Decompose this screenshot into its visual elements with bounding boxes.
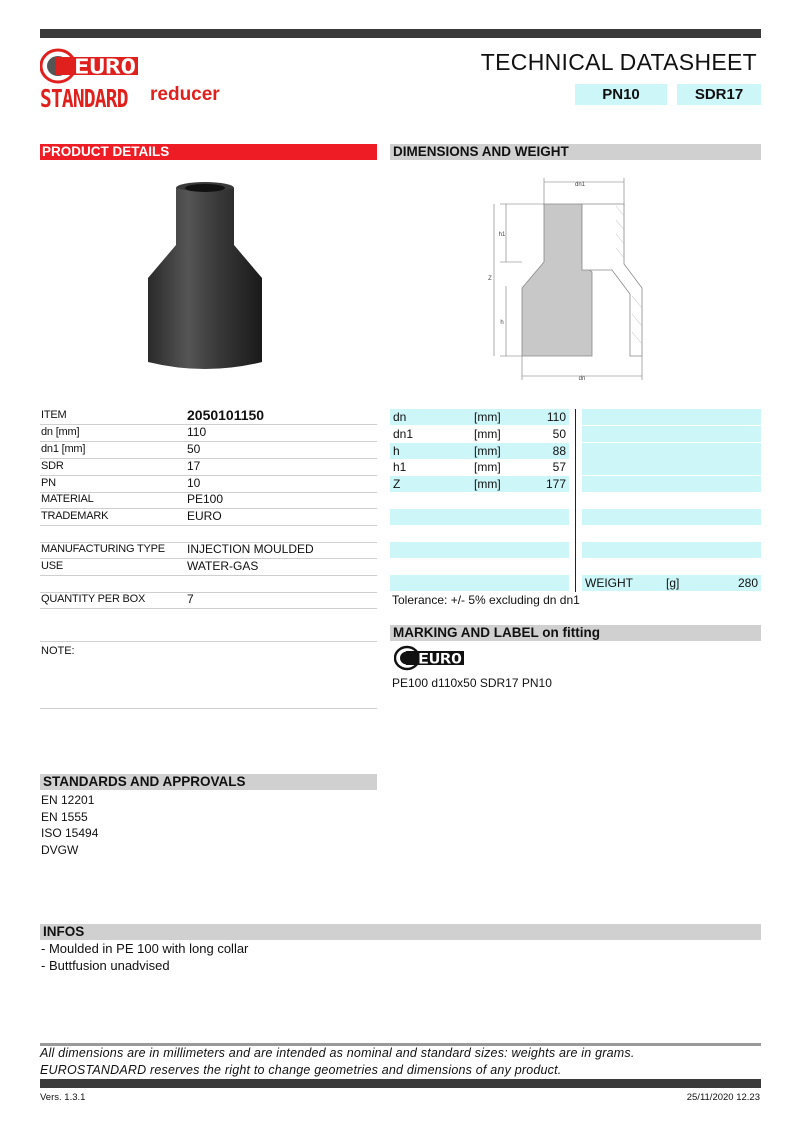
tolerance-text: Tolerance: +/- 5% excluding dn dn1 [392,593,580,607]
product-details-header: PRODUCT DETAILS [40,144,377,160]
dim-row-dn1 [390,426,569,443]
dim-unit: [mm] [474,444,501,458]
bottom-bar [40,1079,761,1088]
dim-unit: [mm] [474,460,501,474]
detail-row-dn [40,425,377,442]
detail-value: 17 [187,459,201,473]
detail-row-manufacturing [40,542,377,559]
dimension-drawing [470,176,650,384]
detail-row-sdr [40,459,377,476]
note-label: NOTE: [41,645,75,657]
dim-unit: [mm] [474,410,501,424]
dimensions-header: DIMENSIONS AND WEIGHT [390,144,761,160]
detail-value: EURO [187,509,222,523]
dim-unit: [mm] [474,427,501,441]
detail-row-pn [40,476,377,493]
dim-value: 110 [546,410,566,424]
dim-label: h [393,444,400,458]
product-name: reducer [150,84,220,105]
dim-unit: [mm] [474,477,501,491]
weight-unit: [g] [666,576,680,590]
date-text: 25/11/2020 12.23 [686,1092,760,1103]
infos-header: INFOS [40,924,761,940]
detail-value: 10 [187,476,201,490]
marking-text: PE100 d110x50 SDR17 PN10 [392,676,552,690]
marking-logo-text: EURO [418,651,462,668]
detail-row-material [40,492,377,509]
detail-row-use [40,559,377,576]
right-row-7 [582,542,761,559]
right-row-6 [582,509,761,526]
table-divider [575,409,576,592]
detail-row-blank2 [40,576,377,593]
dim-row-dn [390,409,569,426]
detail-row-item [40,408,377,425]
detail-label: dn [mm] [41,426,80,438]
detail-row-trademark [40,509,377,526]
detail-row-blank [40,526,377,543]
right-row-4 [582,459,761,476]
dim-row-h [390,443,569,460]
h1-label: h1 [498,232,506,238]
detail-value: PE100 [187,492,224,506]
dn-label: dn [578,376,586,382]
version-text: Vers. 1.3.1 [40,1092,86,1103]
dim-value: 50 [552,427,566,441]
detail-value: 110 [187,425,207,439]
standard-item: EN 12201 [41,793,95,807]
detail-label: dn1 [mm] [41,443,86,455]
note-bottom-divider [40,708,377,709]
right-row-5 [582,476,761,493]
right-row-2 [582,426,761,443]
detail-label: MANUFACTURING TYPE [41,543,165,555]
detail-label: SDR [41,460,64,472]
detail-label: QUANTITY PER BOX [41,593,146,605]
standards-header: STANDARDS AND APPROVALS [40,774,377,790]
weight-label: WEIGHT [585,576,633,590]
right-row-1 [582,409,761,426]
dim-value: 177 [545,477,566,491]
weight-row [582,575,761,592]
dim-label: dn [393,410,407,424]
dn1-label: dn1 [574,182,586,188]
marking-header: MARKING AND LABEL on fitting [390,625,761,641]
dim-row-z [390,476,569,493]
dim-row-empty3 [390,575,569,592]
h-label: h [500,320,504,326]
dim-row-h1 [390,459,569,476]
dim-row-empty2 [390,542,569,559]
marking-logo [394,645,466,671]
top-bar [40,29,761,38]
detail-value: WATER-GAS [187,559,259,573]
detail-label: PN [41,477,56,489]
sdr-badge: SDR17 [677,84,761,105]
info-item: - Buttfusion unadvised [41,958,170,973]
right-row-3 [582,443,761,460]
dim-label: Z [393,477,401,491]
logo-euro-text: EURO [74,54,136,79]
z-label: Z [488,276,492,282]
dim-row-empty1 [390,509,569,526]
detail-value: INJECTION MOULDED [187,542,314,556]
disclaimer-line-1: All dimensions are in millimeters and are intended as nominal and standard sizes: weights are in grams. [40,1046,635,1060]
detail-value: 2050101150 [187,407,265,423]
detail-label: USE [41,560,64,572]
detail-label: TRADEMARK [41,510,109,522]
dim-label: dn1 [393,427,414,441]
disclaimer-line-2: EUROSTANDARD reserves the right to change geometries and dimensions of any product. [40,1063,562,1077]
standard-item: ISO 15494 [41,826,99,840]
dim-label: h1 [393,460,407,474]
weight-value: 280 [737,576,758,590]
dim-value: 57 [552,460,566,474]
doc-title: TECHNICAL DATASHEET [480,49,757,75]
detail-row-quantity [40,592,377,609]
note-divider [40,641,377,642]
detail-label: MATERIAL [41,493,94,505]
detail-row-dn1 [40,442,377,459]
info-item: - Moulded in PE 100 with long collar [41,941,249,956]
standard-item: EN 1555 [41,810,88,824]
dim-value: 88 [552,444,566,458]
detail-value: 50 [187,442,201,456]
pn-badge: PN10 [575,84,667,105]
standard-item: DVGW [41,843,79,857]
detail-label: ITEM [41,409,67,421]
product-photo [142,180,268,372]
detail-value: 7 [187,592,194,606]
logo-standard-text: STANDARD [40,84,128,113]
